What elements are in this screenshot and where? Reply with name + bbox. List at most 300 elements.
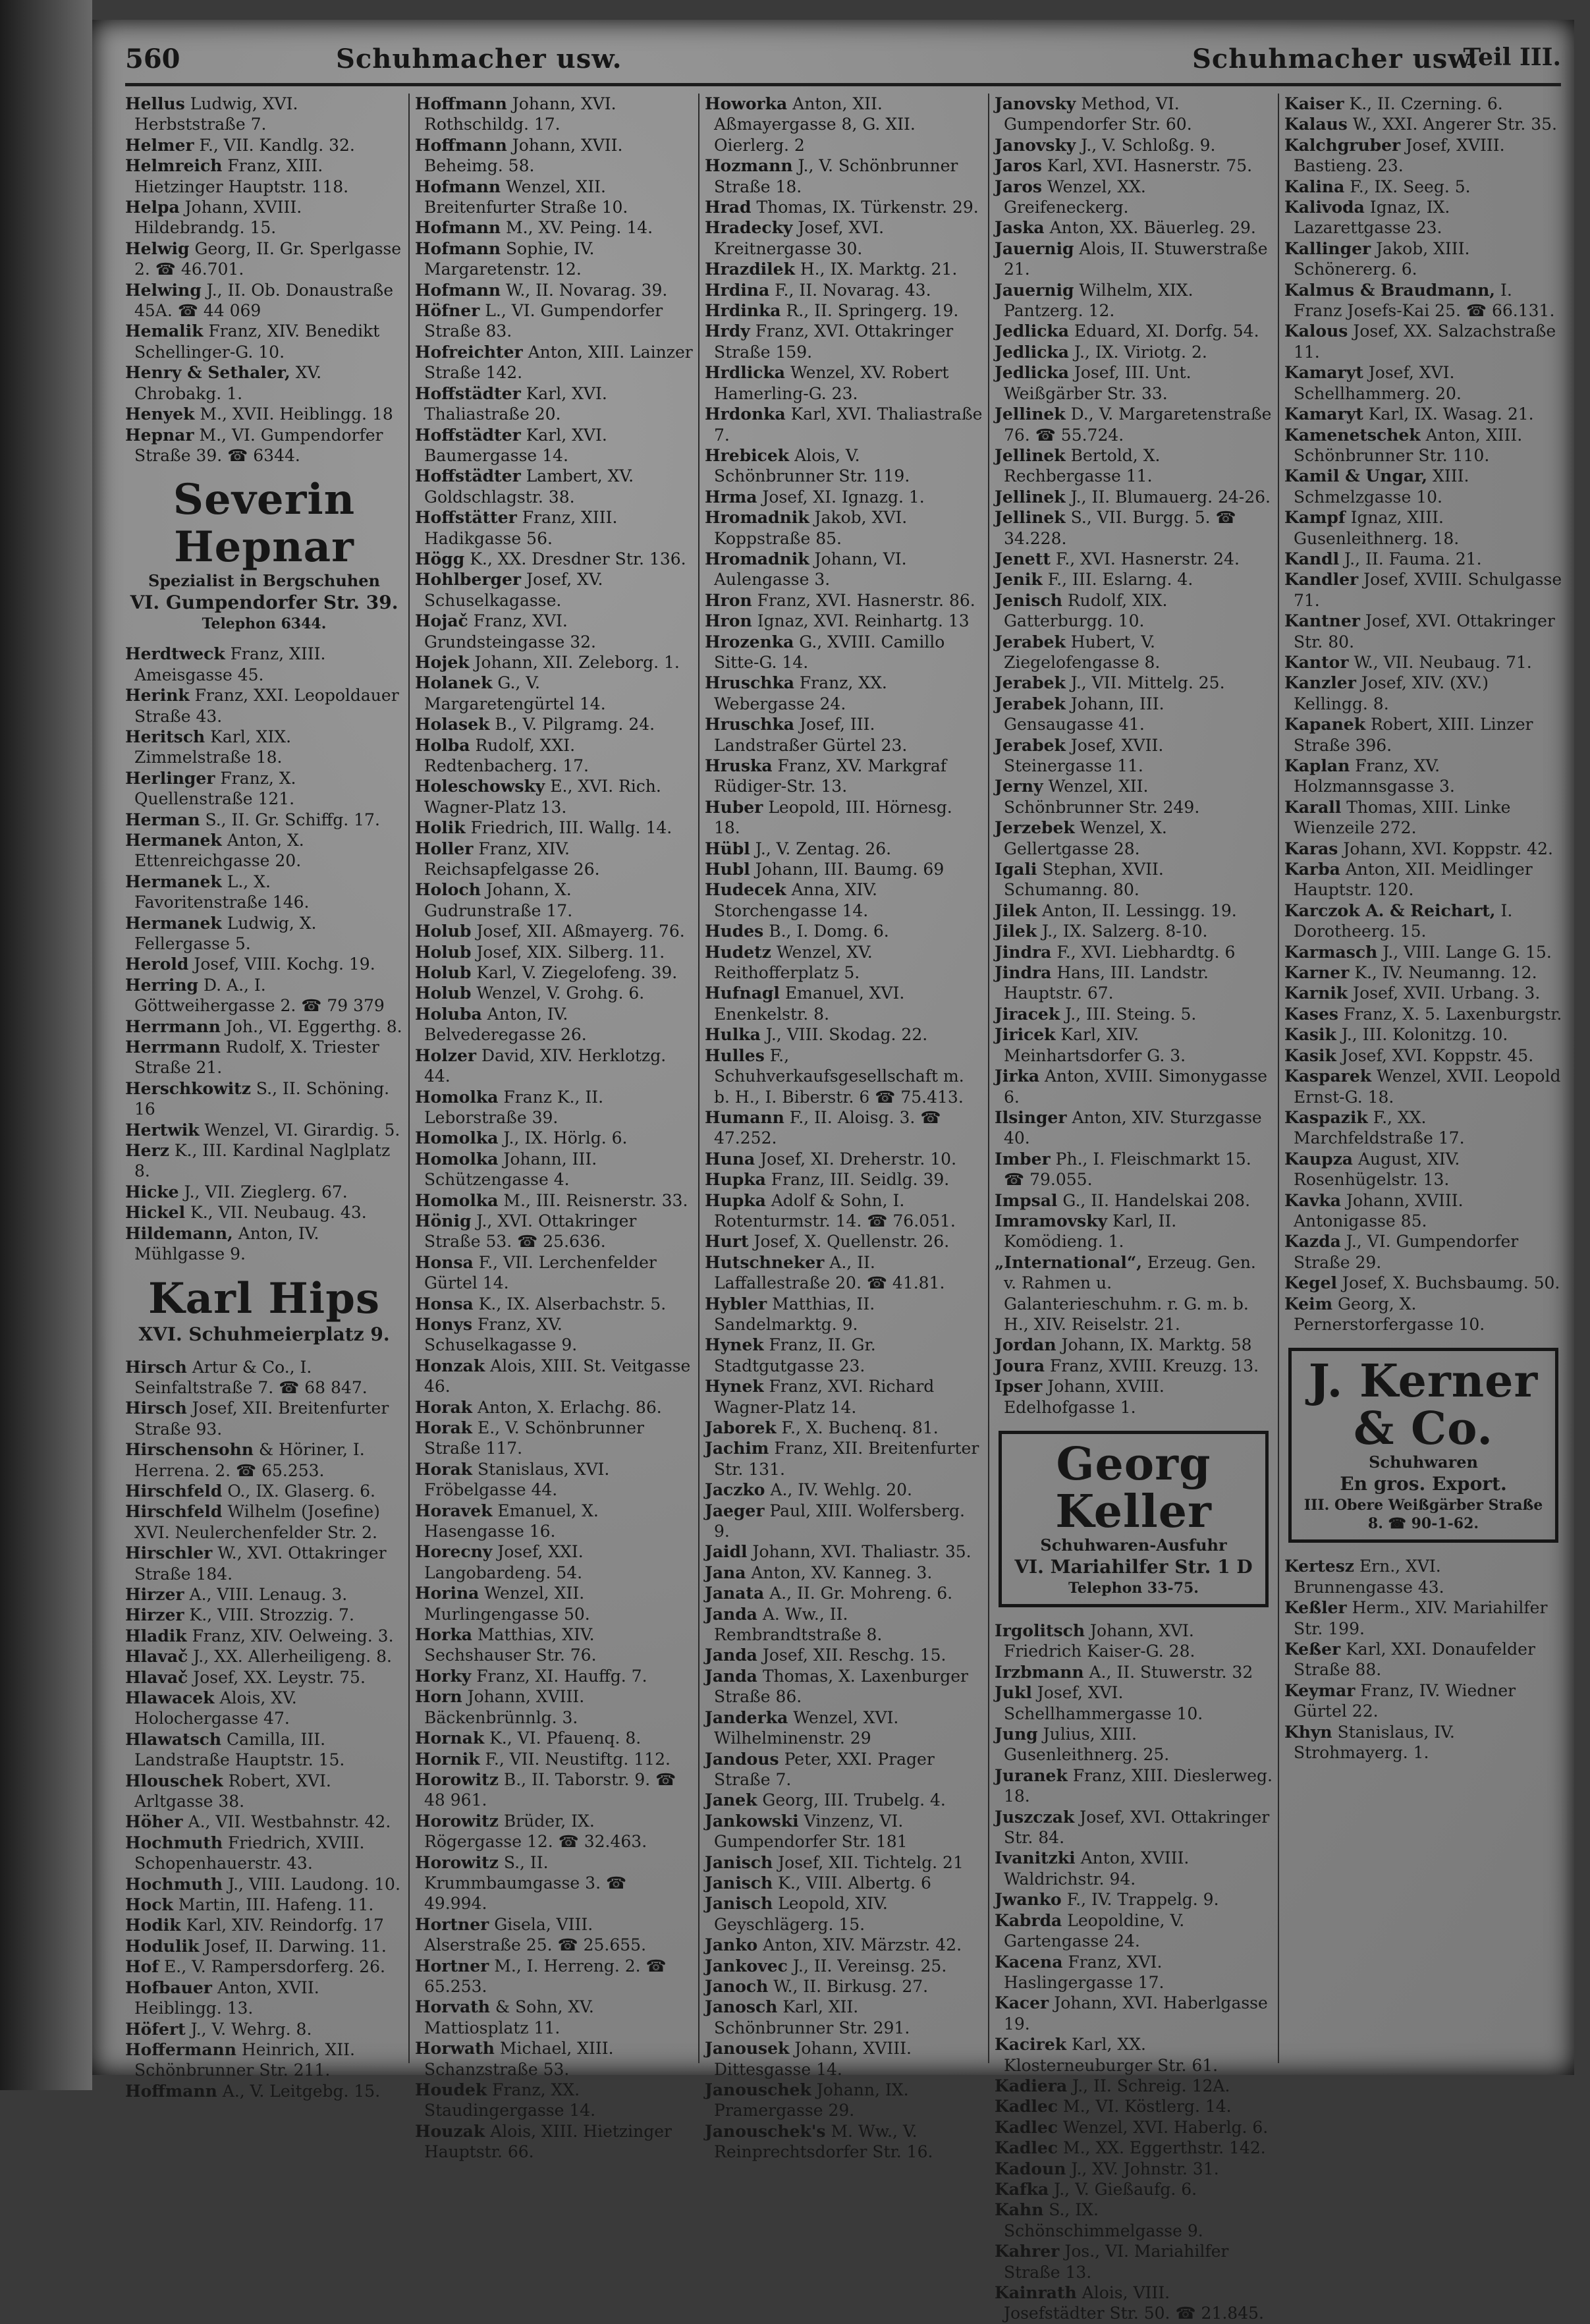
entry-name: Hemalik [125,321,204,341]
entry-name: Hirzer [125,1605,184,1625]
entry-address: Anton, XVIII. Simonygasse 6. [1004,1066,1268,1107]
directory-entry [995,1682,1273,1724]
entry-address: Johann, XVIII. Hildebrandg. 15. [134,198,302,238]
entry-address: Anton, IV. Mühlgasse 9. [134,1223,319,1264]
entry-name: Horowitz [415,1811,499,1831]
directory-entry [995,94,1273,135]
entry-name: Ipser [995,1377,1043,1397]
entry-address: Johann, III. Baumg. 69 [755,860,945,879]
ad-telephone: Telephon 33-75. [1068,1580,1199,1597]
entry-address: K., IX. Alserbachstr. 5. [478,1294,667,1314]
directory-entry [995,1024,1273,1066]
entry-name: Janata [705,1584,765,1603]
entry-address: Johann, IX. Marktg. 58 [1061,1335,1252,1355]
entry-name: Horak [415,1418,472,1437]
entry-address: Herm., XIV. Mariahilfer Str. 199. [1294,1598,1548,1638]
directory-entry [125,872,403,913]
directory-entry [705,1893,983,1935]
directory-entry [705,942,983,983]
entry-name: Imramovsky [995,1211,1108,1231]
directory-entry [125,1667,403,1688]
entry-name: Hromadnik [705,508,809,528]
directory-entry [1284,238,1562,280]
entry-address: J., IX. Viriotg. 2. [1074,342,1207,362]
entry-address: Thomas, X. Laxenburger Straße 86. [714,1666,969,1707]
directory-entry [705,1024,983,1045]
ad-subtitle: Schuhwaren [1369,1452,1478,1472]
directory-entry [705,1190,983,1232]
entry-name: Hlawatsch [125,1729,222,1749]
entry-address: Wenzel, XVII. Leopold Ernst-G. 18. [1294,1066,1561,1107]
directory-entry [995,1107,1273,1149]
entry-name: Herdtweck [125,644,225,664]
directory-entry [1284,1556,1562,1597]
entry-address: Anna, XIV. Storchengasse 14. [714,880,877,920]
directory-entry [1284,425,1562,466]
directory-entry [125,280,403,321]
directory-entry [1284,756,1562,797]
directory-entry [1284,942,1562,962]
entry-address: A., II. Gr. Mohreng. 6. [769,1584,953,1603]
entry-address: F., II. Aloisg. 3. ☎ 47.252. [714,1107,941,1148]
entry-address: Franz, II. Gr. Stadtgutgasse 23. [714,1335,876,1375]
entry-name: Hudecek [705,880,786,900]
entry-address: Johann, XVII. Beheimg. 58. [424,135,623,176]
directory-entry [125,727,403,768]
directory-entry [995,1662,1273,1682]
entry-name: Janoch [705,1976,769,1996]
entry-name: Houdek [415,2080,487,2099]
directory-entry [995,1335,1273,1355]
entry-name: Jedlicka [995,363,1069,383]
running-title-right: Schuhmacher usw. [1192,43,1479,74]
entry-name: Jukl [995,1683,1032,1703]
entry-address: Franz, XIII. Dieslerweg. 18. [1004,1765,1273,1806]
ad-subtitle: Schuhwaren-Ausfuhr [1040,1536,1227,1555]
entry-address: Franz, XIII. Hadikgasse 56. [424,508,618,548]
entry-name: Jiracek [995,1004,1060,1024]
directory-entry [995,342,1273,362]
directory-entry [995,507,1273,549]
directory-entry [415,962,693,983]
entry-address: Georg, III. Trubelg. 4. [762,1790,946,1810]
entry-address: Ludwig, XVI. Herbststraße 7. [134,94,298,134]
entry-address: A., VIII. Lenaug. 3. [189,1584,348,1604]
entry-address: Franz, XX. Webergasse 24. [714,673,887,713]
directory-entry [1284,673,1562,714]
directory-entry [995,1190,1273,1211]
entry-name: Hofmann [415,177,501,196]
directory-entry [415,817,693,838]
directory-entry [1284,797,1562,839]
entry-address: R., II. Springerg. 19. [786,301,959,321]
entry-address: L., X. Favoritenstraße 146. [134,872,310,912]
directory-entry [415,942,693,962]
directory-entry [705,404,983,445]
directory-entry [705,487,983,507]
entry-address: Johann, X. Gudrunstraße 17. [424,880,573,920]
entry-address: F., IV. Trappelg. 9. [1066,1890,1219,1910]
entry-name: Humann [705,1107,784,1127]
entry-name: Kapanek [1284,715,1366,734]
entry-address: Franz, XV. Schuselkagasse 9. [424,1314,578,1355]
entry-address: F., X. Buchenq. 81. [781,1418,939,1437]
entry-name: Helwing [125,280,202,300]
directory-entry [125,425,403,466]
directory-entry [705,983,983,1024]
entry-name: Hybler [705,1294,767,1314]
entry-name: Hrad [705,198,752,217]
directory-entry [415,921,693,941]
directory-entry [415,549,693,569]
entry-name: Kaplan [1284,756,1350,775]
directory-entry [415,1852,693,1914]
directory-entry [705,197,983,217]
entry-name: Jellinek [995,445,1066,465]
entry-address: J., II. Fauma. 21. [1344,549,1482,568]
column-3 [698,94,983,2162]
entry-name: Jellinek [995,404,1066,424]
entry-address: A. Ww., II. Rembrandtstraße 8. [714,1604,883,1645]
entry-name: Karas [1284,839,1338,858]
entry-name: Hofmann [415,280,501,300]
directory-entry [125,913,403,954]
entry-name: Hofbauer [125,1978,212,1997]
entry-address: Paul, XIII. Wolfersberg. 9. [714,1501,965,1541]
entry-name: Kanzler [1284,673,1356,693]
directory-entry [415,342,693,383]
entry-address: Josef, X. Buchsbaumg. 50. [1342,1273,1560,1293]
entry-address: F., Schuhverkaufsgesellschaft m. b. H., I. Biberstr. 6 ☎ 75.413. [714,1045,964,1107]
entry-name: Hudetz [705,942,771,962]
entry-name: Hock [125,1895,173,1915]
entry-address: Wilhelm, XIX. Pantzerg. 12. [1004,280,1193,321]
entry-address: Josef, III. Landstraßer Gürtel 23. [714,715,908,755]
entry-address: Franz, XIII. Hietzinger Hauptstr. 118. [134,156,349,196]
entry-name: Kaspazik [1284,1107,1368,1127]
entry-name: Hoffstätter [415,508,517,528]
entry-address: Josef, XVI. Kreitnergasse 30. [714,218,885,258]
directory-entry [705,2121,983,2163]
directory-entry [125,135,403,155]
entry-address: Jakob, XVI. Koppstraße 85. [714,508,908,548]
entry-address: Wenzel, XVI. Wilhelminenstr. 29 [714,1707,899,1748]
entry-name: Juszczak [995,1807,1075,1827]
entry-name: Hirsch [125,1398,187,1418]
entry-address: Jos., VI. Mariahilfer Straße 13. [1004,2242,1229,2282]
directory-entry [125,1501,403,1543]
entry-address: Emanuel, XVI. Enenkelstr. 8. [714,983,905,1024]
entry-name: Hlavač [125,1647,188,1667]
entry-name: Kamil & Ungar, [1284,466,1428,486]
entry-name: Janisch [705,1852,773,1872]
entry-name: Jung [995,1725,1038,1744]
directory-entry [1284,94,1562,114]
directory-entry [995,2117,1273,2138]
entry-address: J., III. Steing. 5. [1065,1004,1197,1024]
entry-name: Kahn [995,2200,1044,2220]
entry-name: Herring [125,975,199,995]
directory-entry [125,1915,403,1935]
entry-address: Alois, V. Schönbrunner Str. 119. [714,445,910,486]
entry-name: Karner [1284,963,1350,983]
directory-entry [125,1016,403,1037]
entry-name: Kegel [1284,1273,1337,1293]
entry-name: Hrozenka [705,632,794,651]
entry-address: Eduard, XI. Dorfg. 54. [1074,321,1259,341]
directory-entry [995,404,1273,445]
directory-entry [415,300,693,342]
entry-address: Ignaz, IX. Lazarettgasse 23. [1294,198,1450,238]
directory-entry [415,1686,693,1728]
directory-entry [1284,280,1562,321]
entry-name: Hutschneker [705,1252,825,1272]
entry-name: Kasparek [1284,1066,1372,1086]
entry-name: Hupka [705,1170,766,1190]
entry-address: J., VII. Mittelg. 25. [1070,673,1225,693]
entry-address: J., V. Wehrg. 8. [190,2019,312,2039]
directory-entry [415,466,693,507]
entry-name: Horka [415,1625,472,1645]
entry-address: Franz, IV. Wiedner Gürtel 22. [1294,1680,1516,1721]
entry-name: Kasik [1284,1045,1336,1065]
entry-name: Kainrath [995,2283,1077,2302]
entry-name: Hertwik [125,1120,200,1140]
entry-address: Franz, III. Seidlg. 39. [771,1170,950,1190]
directory-entry [415,776,693,817]
entry-name: Jilek [995,900,1037,920]
directory-entry [995,776,1273,817]
entry-name: Hirzer [125,1584,184,1604]
entry-name: Kamaryt [1284,404,1363,424]
entry-name: Kases [1284,1004,1338,1024]
entry-name: Jaeger [705,1501,765,1520]
entry-name: Huber [705,797,763,817]
entry-name: Holuba [415,1004,482,1024]
entry-address: Leopoldine, V. Gartengasse 24. [1004,1910,1185,1951]
entry-name: Janosch [705,1997,778,2017]
directory-entry [415,1956,693,1997]
directory-entry [995,2159,1273,2179]
entry-name: Janousek [705,2039,790,2059]
entry-address: E., V. Rampersdorferg. 26. [164,1957,385,1977]
directory-entry [995,1765,1273,1807]
entry-address: Johann, XVIII. Bäckenbrünnlg. 3. [424,1687,585,1727]
entry-name: Ivanitzki [995,1848,1076,1868]
entry-name: Hradecky [705,218,793,238]
entry-address: M., VI. Köstlerg. 14. [1063,2097,1232,2116]
directory-entry [1284,1066,1562,1107]
entry-name: Holoch [415,880,481,900]
directory-entry [415,238,693,280]
entry-address: F., VII. Neustiftg. 112. [485,1749,671,1769]
entry-address: M., XV. Peing. 14. [506,218,653,238]
entry-address: Johann, XVI. Thaliastr. 35. [752,1542,972,1562]
directory-entry [705,1149,983,1169]
entry-name: Herrmann [125,1016,221,1036]
entry-name: Hrebicek [705,445,790,465]
entry-name: Jedlicka [995,342,1069,362]
column-5 [1278,94,1562,2063]
entry-name: Homolka [415,1087,499,1107]
entry-name: Holasek [415,715,490,734]
entry-name: Honzak [415,1356,485,1375]
entry-address: Wenzel, XII. Breitenfurter Straße 10. [424,177,628,217]
directory-entry [705,611,983,631]
directory-entry [415,1004,693,1045]
entry-name: Jordan [995,1335,1056,1355]
entry-name: Kampf [1284,508,1346,528]
entry-name: Kalivoda [1284,198,1365,217]
entry-name: Kandler [1284,570,1359,590]
entry-address: Franz, XVIII. Kreuzg. 13. [1050,1356,1259,1375]
entry-address: Johann, VI. Aulengasse 3. [714,549,907,590]
entry-address: K., VI. Pfauenq. 8. [489,1729,642,1748]
entry-address: Karl, V. Ziegelofeng. 39. [476,963,678,983]
directory-entry [415,879,693,921]
entry-name: Jaros [995,177,1042,196]
directory-entry [125,1895,403,1915]
directory-entry [125,1978,403,2019]
entry-name: Kacirek [995,2035,1067,2055]
directory-entry [1284,983,1562,1003]
entry-address: M., VI. Gumpendorfer Straße 39. ☎ 6344. [134,425,383,465]
directory-entry [705,921,983,941]
entry-address: Stanislaus, IV. Strohmayerg. 1. [1294,1722,1455,1763]
entry-address: Wenzel, X. Gellertgasse 28. [1004,818,1167,858]
directory-entry [415,652,693,673]
directory-entry [415,569,693,611]
directory-entry [125,1078,403,1120]
directory-entry [995,900,1273,921]
directory-entry [125,644,403,685]
entry-address: Josef, XVIII. Bastieng. 23. [1294,135,1505,176]
ad-title: Karl Hips [148,1273,380,1323]
entry-name: Horwath [415,2039,495,2059]
entry-name: Kantner [1284,611,1360,631]
directory-entry [125,1140,403,1182]
entry-name: Kalina [1284,177,1345,196]
entry-name: Hoffstädter [415,466,521,486]
entry-address: W., II. Novarag. 39. [506,280,668,300]
entry-name: Herman [125,810,200,829]
entry-name: Holik [415,818,466,838]
entry-address: F., IX. Seeg. 5. [1350,177,1471,196]
entry-address: Johann, XVIII. Antonigasse 85. [1294,1190,1464,1231]
entry-name: Kadlec [995,2138,1058,2158]
directory-entry [415,1128,693,1148]
directory-entry [705,259,983,279]
entry-address: Rudolf, XIX. Gatterburgg. 10. [1004,590,1168,631]
entry-address: E., V. Schönbrunner Straße 117. [424,1418,645,1458]
directory-entry [705,94,983,155]
entry-name: Kalmus & Braudmann, [1284,280,1495,300]
directory-entry [705,1294,983,1335]
ad-address: VI. Gumpendorfer Str. 39. [130,592,398,614]
directory-entry [705,1707,983,1749]
entry-address: F., II. Novarag. 43. [775,280,931,300]
entry-address: Anton, IV. Belvederegasse 26. [424,1004,587,1045]
entry-address: Stephan, XVII. Schumanng. 80. [1004,860,1164,900]
directory-entry [705,1852,983,1873]
directory-entry [705,2080,983,2121]
entry-name: Hrdina [705,280,770,300]
entry-name: Horvath [415,1997,490,2017]
directory-entry [125,1584,403,1605]
directory-entry [705,1335,983,1376]
column-2 [408,94,693,2162]
entry-address: Anton, XX. Bäuerleg. 29. [1049,218,1256,238]
entry-address: Wenzel, XII. Schönbrunner Str. 249. [1004,777,1200,817]
directory-entry [1284,900,1562,942]
entry-address: Josef, XIX. Silberg. 11. [476,942,665,962]
entry-address: J., VIII. Laudong. 10. [228,1874,400,1894]
entry-name: Kamenetschek [1284,425,1421,445]
directory-entry [415,1087,693,1128]
directory-entry [415,611,693,652]
entry-address: Robert, XIII. Linzer Straße 396. [1294,715,1533,755]
entry-name: Högg [415,549,465,568]
entry-address: Josef, XII. Reschg. 15. [762,1646,946,1665]
entry-address: & Höriner, I. Herrena. 2. ☎ 65.253. [134,1440,365,1480]
entry-address: Josef, X. Quellenstr. 26. [754,1232,950,1252]
directory-entry [705,321,983,362]
directory-entry [1284,1024,1562,1045]
entry-address: Franz, XVI. Richard Wagner-Platz 14. [714,1377,935,1417]
entry-address: Wenzel, XII. Murlingengasse 50. [424,1584,590,1624]
entry-name: Jaidl [705,1542,748,1562]
entry-address: Franz, XVI. Hasnerstr. 86. [757,590,975,610]
directory-entry [125,1626,403,1646]
entry-name: Jerabek [995,673,1066,693]
entry-name: Jilek [995,922,1037,941]
directory-entry [995,859,1273,900]
directory-entry [415,1459,693,1501]
entry-name: Jenett [995,549,1051,568]
entry-name: Kadlec [995,2097,1058,2116]
entry-address: F., VII. Lerchenfelder Gürtel 14. [424,1252,657,1293]
directory-entry [995,735,1273,777]
entry-name: Hudes [705,922,764,941]
directory-entry [415,1541,693,1583]
directory-entry [415,1914,693,1956]
entry-address: S., II. Schöning. 16 [134,1078,390,1119]
entry-name: Janda [705,1604,757,1624]
directory-entry [125,1439,403,1481]
entry-name: Joura [995,1356,1045,1375]
directory-entry [1284,714,1562,756]
entry-name: Jerny [995,777,1043,796]
entry-name: Jellinek [995,508,1066,528]
entry-address: Ignaz, XIII. Gusenleithnerg. 18. [1294,508,1460,548]
entry-address: Karl, XVI. Thaliastraße 7. [714,404,983,445]
directory-entry [995,817,1273,859]
directory-entry [705,756,983,797]
entry-address: Emanuel, X. Hasengasse 16. [424,1501,599,1541]
entry-name: Karall [1284,797,1342,817]
ad-title: Severin Hepnar [173,475,356,572]
directory-entry [995,445,1273,487]
entry-address: Ern., XVI. Brunnengasse 43. [1294,1557,1444,1597]
directory-entry [995,1724,1273,1765]
entry-address: Artur & Co., I. Seinfaltstraße 7. ☎ 68 847. [134,1357,368,1397]
entry-address: Franz, XIII. Ameisgasse 45. [134,644,326,684]
directory-entry [705,1790,983,1810]
entry-name: Kacena [995,1952,1063,1972]
entry-name: Henry & Sethaler, [125,363,290,383]
entry-address: Alois, VIII. Josefstädter Str. 50. ☎ 21.845. [1004,2283,1264,2323]
entry-address: Heinrich, XII. Schönbrunner Str. 211. [134,2039,355,2080]
